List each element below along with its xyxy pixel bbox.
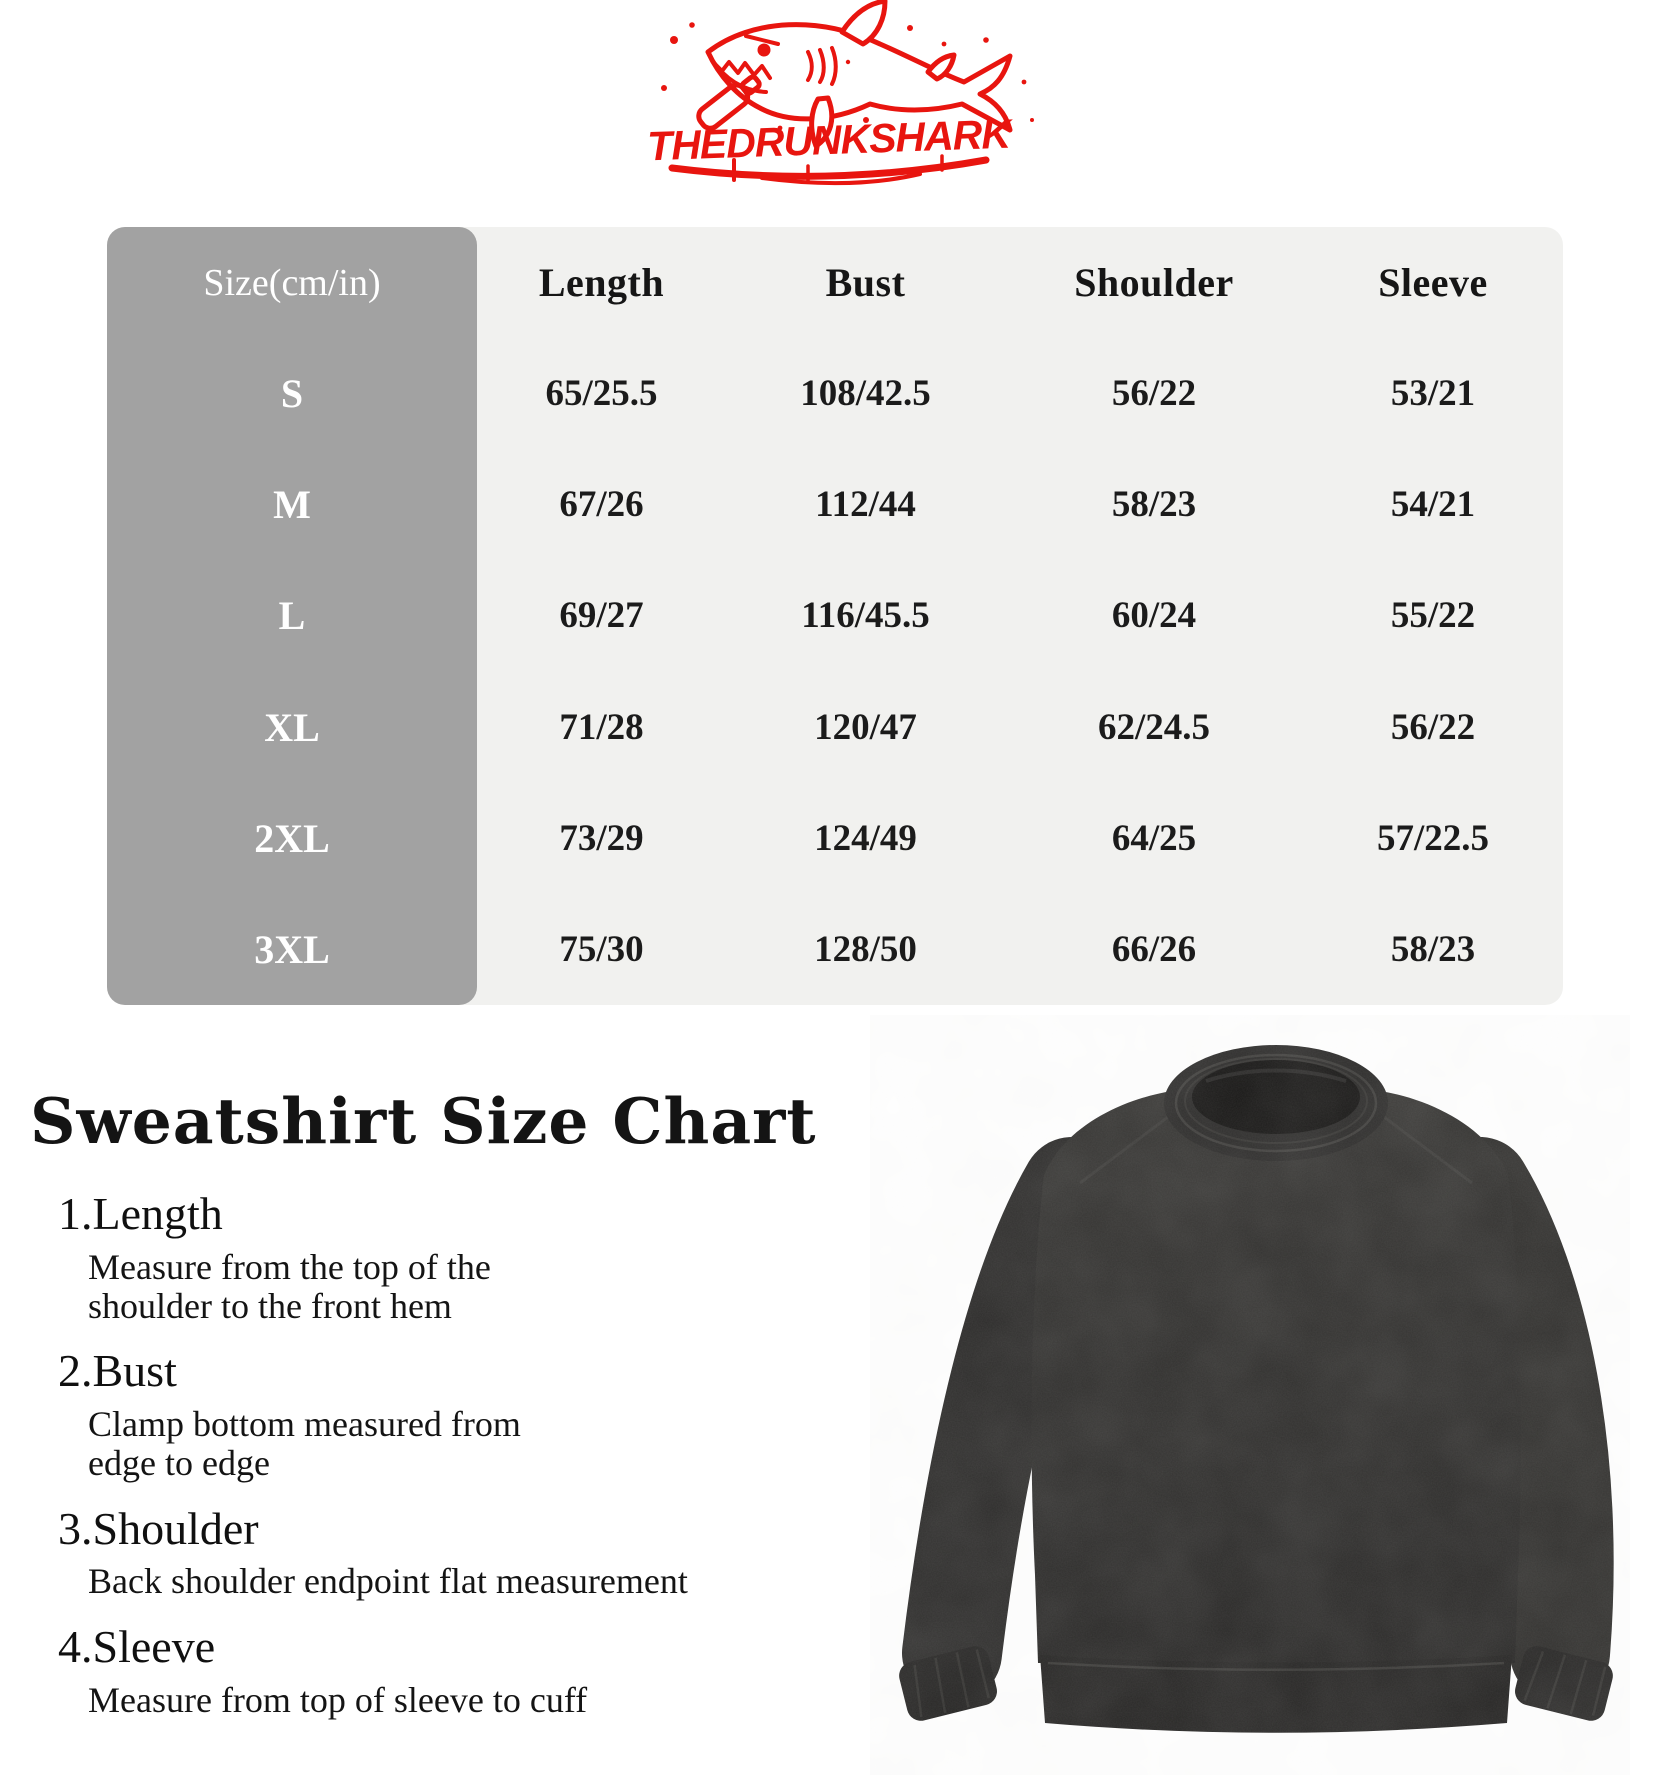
guide-desc-line: edge to edge bbox=[88, 1442, 270, 1483]
guide-item-label: 1.Length bbox=[58, 1188, 223, 1240]
brand-wordmark: THEDRUNKSHARK bbox=[646, 110, 1011, 170]
guide-item-desc bbox=[88, 1562, 840, 1601]
guide-item-desc bbox=[88, 1405, 840, 1483]
measurement-cell: 116/45.5 bbox=[801, 595, 930, 637]
column-header-length: Length bbox=[538, 260, 665, 306]
sweatshirt-image bbox=[870, 1015, 1630, 1775]
guide-desc-line: Clamp bottom measured from bbox=[88, 1403, 521, 1444]
measurement-cell: 57/22.5 bbox=[1376, 817, 1490, 859]
guide-desc-line: Measure from top of sleeve to cuff bbox=[88, 1679, 588, 1720]
size-cell: L bbox=[278, 593, 306, 639]
guide-item-desc bbox=[88, 1681, 840, 1720]
measurement-cell: 112/44 bbox=[815, 484, 916, 526]
size-cell: M bbox=[273, 482, 311, 528]
guide-item-list bbox=[30, 1188, 840, 1719]
measurement-cell: 55/22 bbox=[1390, 595, 1476, 637]
size-cell: S bbox=[280, 371, 304, 417]
column-header-sleeve: Sleeve bbox=[1378, 260, 1488, 306]
measurement-cell: 69/27 bbox=[559, 595, 644, 637]
measurement-guide bbox=[30, 1084, 840, 1720]
measurement-cell: 108/42.5 bbox=[800, 373, 931, 415]
guide-item-shoulder bbox=[30, 1503, 840, 1601]
guide-desc-line: Back shoulder endpoint flat measurement bbox=[88, 1561, 688, 1602]
guide-item-length bbox=[30, 1188, 840, 1325]
shark-eye-icon bbox=[758, 44, 771, 57]
guide-item-label: 2.Bust bbox=[58, 1345, 177, 1397]
size-table bbox=[107, 227, 1563, 1005]
guide-desc-line: shoulder to the front hem bbox=[88, 1285, 452, 1326]
measurement-cell: 75/30 bbox=[559, 928, 644, 970]
brand-logo bbox=[612, 0, 1048, 196]
measurement-cell: 62/24.5 bbox=[1097, 706, 1211, 748]
measurement-cell: 66/26 bbox=[1111, 928, 1197, 970]
measurement-cell: 65/25.5 bbox=[545, 373, 658, 415]
measurement-cell: 128/50 bbox=[814, 928, 917, 970]
guide-item-bust bbox=[30, 1345, 840, 1482]
wash-texture-grain bbox=[870, 1015, 1630, 1775]
measurement-cell: 56/22 bbox=[1390, 706, 1476, 748]
measurement-cell: 71/28 bbox=[559, 706, 644, 748]
measurement-cell: 56/22 bbox=[1111, 373, 1197, 415]
guide-desc-line: Measure from the top of the bbox=[88, 1246, 491, 1287]
size-table-grid bbox=[107, 227, 1563, 1005]
measurement-cell: 60/24 bbox=[1111, 595, 1197, 637]
measurement-cell: 53/21 bbox=[1390, 373, 1476, 415]
page-title: Sweatshirt Size Chart bbox=[30, 1084, 817, 1158]
measurement-cell: 73/29 bbox=[559, 817, 644, 859]
guide-item-label: 4.Sleeve bbox=[58, 1621, 216, 1673]
measurement-cell: 67/26 bbox=[559, 484, 644, 526]
measurement-cell: 120/47 bbox=[814, 706, 917, 748]
column-header-size: Size(cm/in) bbox=[203, 261, 381, 304]
measurement-cell: 58/23 bbox=[1111, 484, 1197, 526]
column-header-shoulder: Shoulder bbox=[1074, 260, 1234, 306]
measurement-cell: 58/23 bbox=[1390, 928, 1476, 970]
guide-item-label: 3.Shoulder bbox=[58, 1502, 259, 1554]
column-header-bust: Bust bbox=[825, 260, 906, 306]
size-cell: XL bbox=[264, 704, 320, 750]
guide-item-sleeve bbox=[30, 1621, 840, 1719]
guide-item-desc bbox=[88, 1248, 840, 1326]
size-cell: 2XL bbox=[254, 815, 330, 861]
measurement-cell: 64/25 bbox=[1111, 817, 1197, 859]
measurement-cell: 124/49 bbox=[814, 817, 917, 859]
size-cell: 3XL bbox=[254, 926, 330, 972]
measurement-cell: 54/21 bbox=[1390, 484, 1476, 526]
